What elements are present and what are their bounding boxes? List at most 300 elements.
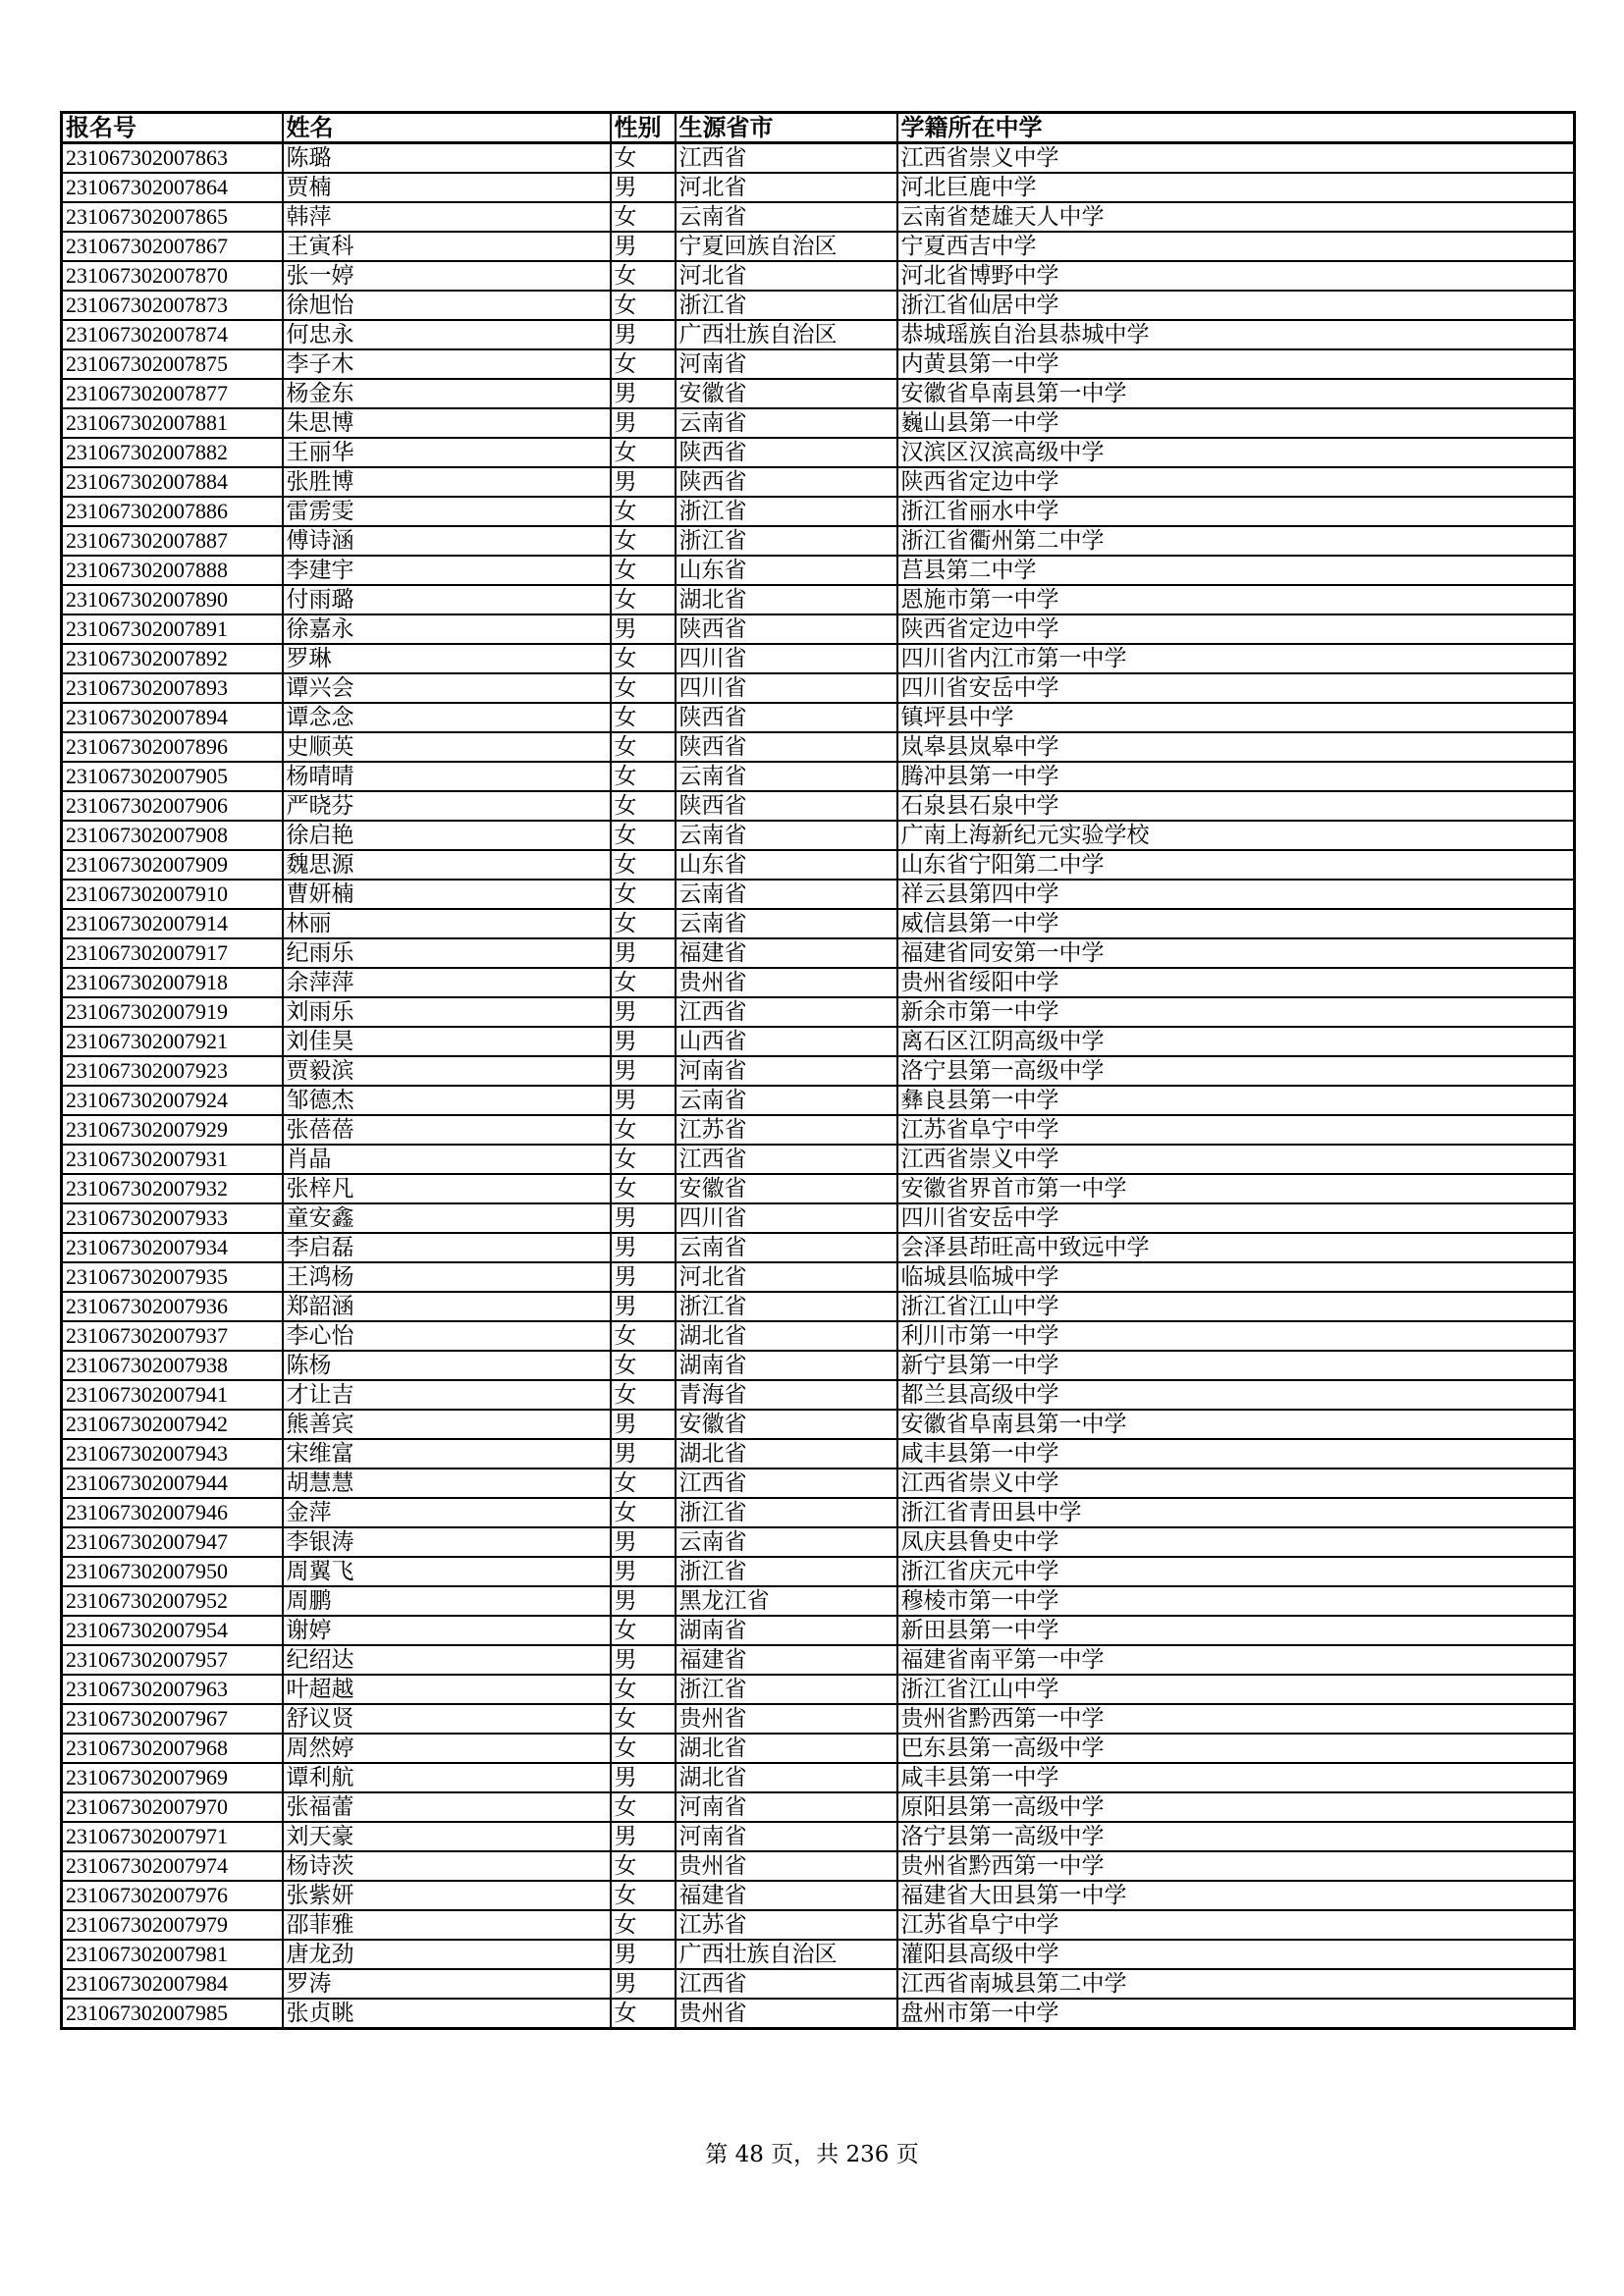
cell-name: 童安鑫	[283, 1203, 611, 1233]
cell-province: 安徽省	[676, 1174, 897, 1203]
table-row	[62, 497, 1575, 526]
cell-name: 金萍	[283, 1498, 611, 1527]
cell-registration-number: 231067302007954	[62, 1616, 283, 1645]
cell-province: 陕西省	[676, 703, 897, 732]
cell-gender: 男	[611, 1527, 676, 1557]
cell-province: 安徽省	[676, 1410, 897, 1439]
cell-gender: 女	[611, 1174, 676, 1203]
cell-province: 湖北省	[676, 1734, 897, 1763]
table-row	[62, 1174, 1575, 1203]
cell-province: 陕西省	[676, 438, 897, 467]
table-row	[62, 762, 1575, 791]
cell-school: 浙江省庆元中学	[897, 1557, 1575, 1586]
cell-name: 魏思源	[283, 850, 611, 880]
cell-school: 离石区江阴高级中学	[897, 1027, 1575, 1056]
cell-school: 石泉县石泉中学	[897, 791, 1575, 821]
cell-registration-number: 231067302007974	[62, 1851, 283, 1881]
cell-registration-number: 231067302007981	[62, 1940, 283, 1969]
cell-registration-number: 231067302007873	[62, 291, 283, 320]
cell-registration-number: 231067302007943	[62, 1439, 283, 1468]
cell-school: 福建省南平第一中学	[897, 1645, 1575, 1675]
cell-gender: 男	[611, 379, 676, 408]
table-row	[62, 1616, 1575, 1645]
table-body	[62, 143, 1575, 2029]
cell-school: 安徽省界首市第一中学	[897, 1174, 1575, 1203]
cell-name: 王丽华	[283, 438, 611, 467]
cell-school: 新田县第一中学	[897, 1616, 1575, 1645]
cell-school: 汉滨区汉滨高级中学	[897, 438, 1575, 467]
table-row	[62, 1145, 1575, 1174]
cell-gender: 男	[611, 997, 676, 1027]
cell-name: 肖晶	[283, 1145, 611, 1174]
cell-registration-number: 231067302007938	[62, 1351, 283, 1380]
cell-province: 江西省	[676, 1468, 897, 1498]
cell-gender: 女	[611, 349, 676, 379]
cell-registration-number: 231067302007934	[62, 1233, 283, 1262]
table-row	[62, 1792, 1575, 1822]
cell-registration-number: 231067302007947	[62, 1527, 283, 1557]
cell-gender: 女	[611, 438, 676, 467]
cell-name: 张福蕾	[283, 1792, 611, 1822]
cell-school: 江苏省阜宁中学	[897, 1910, 1575, 1940]
cell-name: 张一婷	[283, 261, 611, 291]
table-row	[62, 556, 1575, 585]
cell-school: 原阳县第一高级中学	[897, 1792, 1575, 1822]
table-row	[62, 1292, 1575, 1321]
table-row	[62, 1027, 1575, 1056]
table-row	[62, 673, 1575, 703]
cell-gender: 男	[611, 1763, 676, 1792]
table-row	[62, 232, 1575, 261]
table-row	[62, 1763, 1575, 1792]
cell-gender: 男	[611, 320, 676, 349]
cell-school: 内黄县第一中学	[897, 349, 1575, 379]
cell-gender: 男	[611, 467, 676, 497]
cell-name: 谭利航	[283, 1763, 611, 1792]
cell-school: 广南上海新纪元实验学校	[897, 821, 1575, 850]
cell-registration-number: 231067302007890	[62, 585, 283, 614]
table-row	[62, 438, 1575, 467]
cell-province: 河北省	[676, 1262, 897, 1292]
cell-name: 付雨璐	[283, 585, 611, 614]
cell-gender: 女	[611, 1734, 676, 1763]
cell-gender: 男	[611, 1056, 676, 1086]
cell-name: 谭兴会	[283, 673, 611, 703]
cell-school: 咸丰县第一中学	[897, 1439, 1575, 1468]
cell-registration-number: 231067302007867	[62, 232, 283, 261]
table-row	[62, 526, 1575, 556]
cell-registration-number: 231067302007936	[62, 1292, 283, 1321]
cell-gender: 女	[611, 1380, 676, 1410]
cell-school: 浙江省江山中学	[897, 1675, 1575, 1704]
cell-name: 何忠永	[283, 320, 611, 349]
cell-gender: 女	[611, 1792, 676, 1822]
cell-province: 福建省	[676, 938, 897, 968]
cell-province: 湖北省	[676, 1321, 897, 1351]
cell-name: 李银涛	[283, 1527, 611, 1557]
cell-school: 临城县临城中学	[897, 1262, 1575, 1292]
table-row	[62, 997, 1575, 1027]
cell-name: 李子木	[283, 349, 611, 379]
cell-registration-number: 231067302007924	[62, 1086, 283, 1115]
cell-registration-number: 231067302007921	[62, 1027, 283, 1056]
cell-province: 河南省	[676, 1792, 897, 1822]
table-row	[62, 379, 1575, 408]
cell-gender: 女	[611, 1321, 676, 1351]
cell-province: 云南省	[676, 880, 897, 909]
table-row	[62, 938, 1575, 968]
cell-school: 贵州省黔西第一中学	[897, 1704, 1575, 1734]
table-row	[62, 1115, 1575, 1145]
header-school: 学籍所在中学	[897, 113, 1575, 143]
cell-school: 河北省博野中学	[897, 261, 1575, 291]
cell-province: 湖北省	[676, 1763, 897, 1792]
cell-province: 广西壮族自治区	[676, 320, 897, 349]
cell-province: 云南省	[676, 762, 897, 791]
cell-name: 刘佳昊	[283, 1027, 611, 1056]
cell-province: 广西壮族自治区	[676, 1940, 897, 1969]
cell-registration-number: 231067302007933	[62, 1203, 283, 1233]
cell-gender: 男	[611, 232, 676, 261]
cell-name: 徐旭怡	[283, 291, 611, 320]
cell-registration-number: 231067302007967	[62, 1704, 283, 1734]
table-row	[62, 1851, 1575, 1881]
cell-registration-number: 231067302007864	[62, 173, 283, 202]
cell-gender: 女	[611, 497, 676, 526]
table-row	[62, 1203, 1575, 1233]
cell-province: 云南省	[676, 1527, 897, 1557]
cell-school: 江西省崇义中学	[897, 143, 1575, 174]
cell-gender: 男	[611, 1233, 676, 1262]
cell-name: 纪雨乐	[283, 938, 611, 968]
cell-registration-number: 231067302007935	[62, 1262, 283, 1292]
cell-school: 陕西省定边中学	[897, 467, 1575, 497]
cell-registration-number: 231067302007985	[62, 1999, 283, 2029]
cell-gender: 女	[611, 1999, 676, 2029]
cell-province: 河南省	[676, 1056, 897, 1086]
table-row	[62, 1410, 1575, 1439]
table-row	[62, 1351, 1575, 1380]
cell-school: 江西省南城县第二中学	[897, 1969, 1575, 1999]
cell-gender: 男	[611, 1822, 676, 1851]
cell-province: 浙江省	[676, 291, 897, 320]
cell-registration-number: 231067302007984	[62, 1969, 283, 1999]
cell-province: 宁夏回族自治区	[676, 232, 897, 261]
cell-gender: 男	[611, 173, 676, 202]
cell-registration-number: 231067302007957	[62, 1645, 283, 1675]
cell-gender: 女	[611, 1468, 676, 1498]
table-header-row	[62, 113, 1575, 143]
cell-gender: 女	[611, 261, 676, 291]
cell-province: 山东省	[676, 556, 897, 585]
cell-registration-number: 231067302007865	[62, 202, 283, 232]
cell-province: 江苏省	[676, 1910, 897, 1940]
cell-school: 贵州省绥阳中学	[897, 968, 1575, 997]
table-row	[62, 1734, 1575, 1763]
cell-school: 浙江省青田县中学	[897, 1498, 1575, 1527]
cell-name: 张贞眺	[283, 1999, 611, 2029]
cell-province: 江苏省	[676, 1115, 897, 1145]
cell-name: 张紫妍	[283, 1881, 611, 1910]
cell-province: 陕西省	[676, 614, 897, 644]
cell-province: 浙江省	[676, 1292, 897, 1321]
cell-name: 严晓芬	[283, 791, 611, 821]
cell-name: 才让吉	[283, 1380, 611, 1410]
cell-province: 浙江省	[676, 526, 897, 556]
cell-province: 贵州省	[676, 1704, 897, 1734]
cell-school: 陕西省定边中学	[897, 614, 1575, 644]
table-row	[62, 320, 1575, 349]
cell-registration-number: 231067302007881	[62, 408, 283, 438]
cell-registration-number: 231067302007886	[62, 497, 283, 526]
page-number: 第 48 页，共 236 页	[705, 2142, 919, 2167]
cell-gender: 男	[611, 1292, 676, 1321]
cell-registration-number: 231067302007910	[62, 880, 283, 909]
cell-registration-number: 231067302007979	[62, 1910, 283, 1940]
table-row	[62, 291, 1575, 320]
cell-school: 灌阳县高级中学	[897, 1940, 1575, 1969]
cell-name: 王鸿杨	[283, 1262, 611, 1292]
cell-province: 陕西省	[676, 791, 897, 821]
header-name: 姓名	[283, 113, 611, 143]
cell-registration-number: 231067302007931	[62, 1145, 283, 1174]
cell-province: 福建省	[676, 1645, 897, 1675]
cell-province: 山西省	[676, 1027, 897, 1056]
cell-school: 腾冲县第一中学	[897, 762, 1575, 791]
cell-school: 洛宁县第一高级中学	[897, 1056, 1575, 1086]
cell-school: 利川市第一中学	[897, 1321, 1575, 1351]
table-row	[62, 850, 1575, 880]
cell-gender: 男	[611, 1940, 676, 1969]
cell-school: 穆棱市第一中学	[897, 1586, 1575, 1616]
cell-school: 浙江省江山中学	[897, 1292, 1575, 1321]
cell-registration-number: 231067302007891	[62, 614, 283, 644]
cell-name: 陈杨	[283, 1351, 611, 1380]
cell-registration-number: 231067302007874	[62, 320, 283, 349]
cell-registration-number: 231067302007909	[62, 850, 283, 880]
cell-gender: 女	[611, 1881, 676, 1910]
cell-school: 贵州省黔西第一中学	[897, 1851, 1575, 1881]
table-row	[62, 1056, 1575, 1086]
table-row	[62, 261, 1575, 291]
cell-registration-number: 231067302007894	[62, 703, 283, 732]
cell-gender: 男	[611, 1439, 676, 1468]
cell-name: 贾楠	[283, 173, 611, 202]
cell-province: 贵州省	[676, 1851, 897, 1881]
cell-name: 王寅科	[283, 232, 611, 261]
cell-registration-number: 231067302007919	[62, 997, 283, 1027]
cell-gender: 男	[611, 1027, 676, 1056]
cell-registration-number: 231067302007944	[62, 1468, 283, 1498]
cell-registration-number: 231067302007888	[62, 556, 283, 585]
cell-gender: 女	[611, 644, 676, 673]
cell-school: 凤庆县鲁史中学	[897, 1527, 1575, 1557]
table-row	[62, 585, 1575, 614]
cell-gender: 男	[611, 1969, 676, 1999]
table-row	[62, 1498, 1575, 1527]
cell-school: 安徽省阜南县第一中学	[897, 1410, 1575, 1439]
cell-registration-number: 231067302007892	[62, 644, 283, 673]
cell-registration-number: 231067302007932	[62, 1174, 283, 1203]
cell-province: 浙江省	[676, 1675, 897, 1704]
cell-name: 刘天豪	[283, 1822, 611, 1851]
header-province: 生源省市	[676, 113, 897, 143]
table-row	[62, 1704, 1575, 1734]
admission-list-table	[60, 111, 1576, 2030]
cell-school: 恩施市第一中学	[897, 585, 1575, 614]
table-row	[62, 1468, 1575, 1498]
table-row	[62, 1321, 1575, 1351]
cell-province: 河北省	[676, 261, 897, 291]
cell-province: 陕西省	[676, 732, 897, 762]
cell-gender: 男	[611, 614, 676, 644]
table-row	[62, 1645, 1575, 1675]
cell-gender: 女	[611, 291, 676, 320]
cell-school: 四川省内江市第一中学	[897, 644, 1575, 673]
cell-registration-number: 231067302007963	[62, 1675, 283, 1704]
table-row	[62, 1557, 1575, 1586]
cell-school: 镇坪县中学	[897, 703, 1575, 732]
table-row	[62, 143, 1575, 174]
cell-name: 罗涛	[283, 1969, 611, 1999]
cell-province: 浙江省	[676, 1557, 897, 1586]
cell-name: 史顺英	[283, 732, 611, 762]
cell-gender: 男	[611, 408, 676, 438]
cell-registration-number: 231067302007923	[62, 1056, 283, 1086]
cell-name: 胡慧慧	[283, 1468, 611, 1498]
cell-province: 江西省	[676, 997, 897, 1027]
cell-registration-number: 231067302007877	[62, 379, 283, 408]
cell-registration-number: 231067302007905	[62, 762, 283, 791]
cell-school: 安徽省阜南县第一中学	[897, 379, 1575, 408]
cell-name: 韩萍	[283, 202, 611, 232]
cell-name: 李启磊	[283, 1233, 611, 1262]
cell-registration-number: 231067302007893	[62, 673, 283, 703]
cell-province: 河北省	[676, 173, 897, 202]
cell-name: 贾毅滨	[283, 1056, 611, 1086]
cell-name: 唐龙劲	[283, 1940, 611, 1969]
cell-school: 威信县第一中学	[897, 909, 1575, 938]
cell-school: 盘州市第一中学	[897, 1999, 1575, 2029]
cell-registration-number: 231067302007946	[62, 1498, 283, 1527]
cell-province: 云南省	[676, 1086, 897, 1115]
cell-name: 叶超越	[283, 1675, 611, 1704]
table-row	[62, 644, 1575, 673]
cell-gender: 女	[611, 732, 676, 762]
cell-gender: 男	[611, 1557, 676, 1586]
table-row	[62, 1439, 1575, 1468]
cell-school: 都兰县高级中学	[897, 1380, 1575, 1410]
cell-school: 新余市第一中学	[897, 997, 1575, 1027]
cell-name: 张胜博	[283, 467, 611, 497]
cell-school: 会泽县茚旺高中致远中学	[897, 1233, 1575, 1262]
table-row	[62, 1527, 1575, 1557]
table-row	[62, 1380, 1575, 1410]
table-row	[62, 791, 1575, 821]
cell-gender: 女	[611, 1851, 676, 1881]
cell-school: 浙江省仙居中学	[897, 291, 1575, 320]
table-row	[62, 1881, 1575, 1910]
cell-name: 徐嘉永	[283, 614, 611, 644]
cell-province: 云南省	[676, 202, 897, 232]
cell-name: 周然婷	[283, 1734, 611, 1763]
cell-school: 山东省宁阳第二中学	[897, 850, 1575, 880]
cell-name: 杨诗茨	[283, 1851, 611, 1881]
cell-registration-number: 231067302007917	[62, 938, 283, 968]
header-gender: 性别	[611, 113, 676, 143]
cell-province: 黑龙江省	[676, 1586, 897, 1616]
table-row	[62, 880, 1575, 909]
cell-school: 宁夏西吉中学	[897, 232, 1575, 261]
table-row	[62, 968, 1575, 997]
cell-registration-number: 231067302007971	[62, 1822, 283, 1851]
cell-registration-number: 231067302007896	[62, 732, 283, 762]
table-row	[62, 408, 1575, 438]
cell-registration-number: 231067302007942	[62, 1410, 283, 1439]
cell-name: 刘雨乐	[283, 997, 611, 1027]
cell-registration-number: 231067302007968	[62, 1734, 283, 1763]
cell-name: 郑韶涵	[283, 1292, 611, 1321]
cell-name: 曹妍楠	[283, 880, 611, 909]
cell-province: 云南省	[676, 821, 897, 850]
cell-name: 纪绍达	[283, 1645, 611, 1675]
cell-registration-number: 231067302007937	[62, 1321, 283, 1351]
cell-gender: 女	[611, 526, 676, 556]
cell-gender: 女	[611, 1704, 676, 1734]
cell-registration-number: 231067302007952	[62, 1586, 283, 1616]
cell-school: 河北巨鹿中学	[897, 173, 1575, 202]
table-row	[62, 1910, 1575, 1940]
cell-name: 熊善宾	[283, 1410, 611, 1439]
cell-school: 云南省楚雄天人中学	[897, 202, 1575, 232]
cell-province: 安徽省	[676, 379, 897, 408]
cell-registration-number: 231067302007863	[62, 143, 283, 174]
cell-province: 陕西省	[676, 467, 897, 497]
table-row	[62, 1999, 1575, 2029]
cell-province: 贵州省	[676, 1999, 897, 2029]
cell-name: 谢婷	[283, 1616, 611, 1645]
cell-name: 朱思博	[283, 408, 611, 438]
cell-registration-number: 231067302007969	[62, 1763, 283, 1792]
cell-province: 云南省	[676, 909, 897, 938]
cell-school: 莒县第二中学	[897, 556, 1575, 585]
cell-school: 洛宁县第一高级中学	[897, 1822, 1575, 1851]
table-row	[62, 1262, 1575, 1292]
cell-gender: 男	[611, 1586, 676, 1616]
cell-name: 舒议贤	[283, 1704, 611, 1734]
cell-school: 江苏省阜宁中学	[897, 1115, 1575, 1145]
cell-gender: 女	[611, 791, 676, 821]
table-row	[62, 1086, 1575, 1115]
table-row	[62, 467, 1575, 497]
cell-gender: 女	[611, 1115, 676, 1145]
cell-gender: 女	[611, 1145, 676, 1174]
cell-province: 江西省	[676, 1969, 897, 1999]
cell-name: 陈璐	[283, 143, 611, 174]
cell-registration-number: 231067302007941	[62, 1380, 283, 1410]
cell-name: 邹德杰	[283, 1086, 611, 1115]
cell-gender: 女	[611, 202, 676, 232]
table-row	[62, 821, 1575, 850]
cell-province: 四川省	[676, 1203, 897, 1233]
cell-name: 傅诗涵	[283, 526, 611, 556]
cell-name: 李建宇	[283, 556, 611, 585]
cell-registration-number: 231067302007906	[62, 791, 283, 821]
cell-school: 彝良县第一中学	[897, 1086, 1575, 1115]
table-row	[62, 202, 1575, 232]
cell-gender: 女	[611, 1675, 676, 1704]
cell-school: 新宁县第一中学	[897, 1351, 1575, 1380]
